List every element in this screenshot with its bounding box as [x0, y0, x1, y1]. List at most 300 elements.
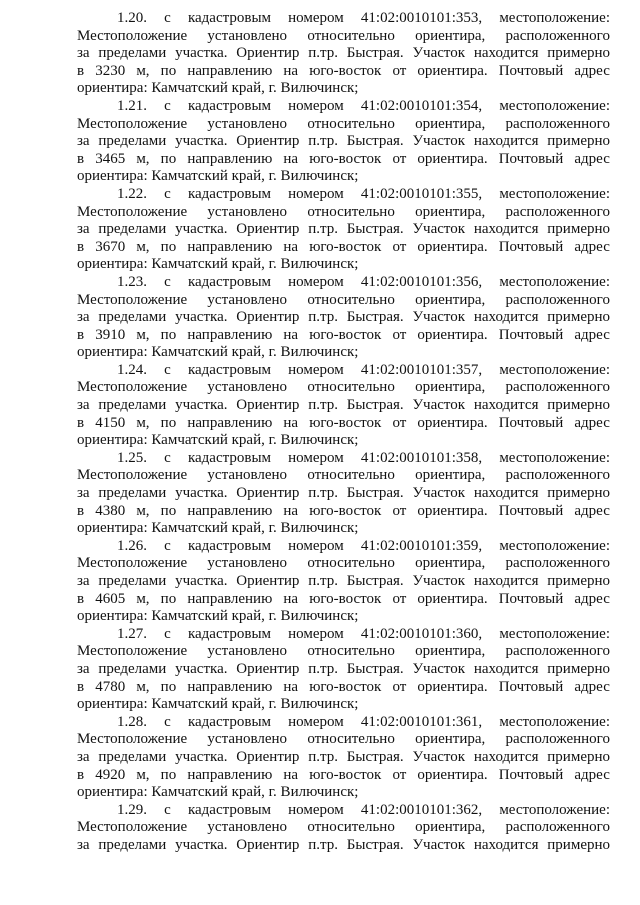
word: находится: [473, 660, 539, 677]
word: м,: [136, 502, 150, 519]
word: расположенного: [505, 291, 610, 308]
paragraph-line: [77, 116, 610, 134]
paragraph-line: ориентира: Камчатский край, г. Вилючинск;: [77, 256, 359, 273]
word: с: [164, 537, 171, 554]
word: Почтовый: [498, 238, 564, 255]
word: ориентира,: [415, 643, 486, 660]
word: установлено: [207, 27, 288, 44]
word: Участок: [412, 133, 466, 150]
word: с: [164, 449, 171, 466]
word: за: [77, 221, 90, 238]
word: кадастровым: [187, 273, 272, 290]
word: установлено: [207, 379, 288, 396]
paragraph-line: [77, 415, 610, 433]
word: направлению: [187, 62, 273, 79]
paragraph-line: [77, 485, 610, 503]
word: Ориентир: [236, 221, 300, 238]
word: участка.: [175, 836, 228, 853]
word: по: [160, 326, 177, 343]
word: п.тр.: [308, 309, 338, 326]
word: расположенного: [505, 643, 610, 660]
word: юго-восток: [309, 326, 382, 343]
word: пределами: [98, 573, 167, 589]
word: 41:02:0010101:356,: [360, 273, 483, 290]
word: адрес: [574, 678, 610, 695]
word: Ориентир: [236, 309, 300, 326]
word: Местоположение: [77, 27, 188, 44]
paragraph-line: [77, 679, 610, 697]
word: 41:02:0010101:362,: [360, 801, 483, 818]
word: ориентира.: [417, 150, 488, 167]
paragraph: [77, 10, 610, 98]
word: от: [392, 414, 407, 431]
word: Местоположение: [77, 555, 188, 572]
paragraph-line: [77, 63, 610, 81]
word: юго-восток: [309, 150, 382, 167]
word: установлено: [207, 819, 288, 836]
paragraph-first-line: [77, 10, 610, 28]
word: находится: [473, 45, 539, 62]
word: Быстрая.: [346, 221, 404, 238]
word: Ориентир: [236, 573, 300, 589]
word: пределами: [98, 485, 167, 502]
word: относительно: [307, 819, 395, 836]
word: м,: [136, 238, 150, 255]
word: в: [77, 590, 85, 607]
paragraph-line: [77, 555, 610, 573]
word: кадастровым: [187, 449, 272, 466]
word: пределами: [98, 660, 167, 677]
word: установлено: [207, 291, 288, 308]
word: адрес: [574, 238, 610, 255]
word: примерно: [547, 748, 610, 765]
word: пределами: [98, 45, 167, 62]
word: ориентира,: [415, 291, 486, 308]
word: адрес: [574, 414, 610, 431]
paragraph-first-line: [77, 274, 610, 292]
word: направлению: [187, 238, 273, 255]
word: Быстрая.: [346, 309, 404, 326]
word: по: [160, 502, 177, 519]
word: Почтовый: [498, 502, 564, 519]
word: ориентира.: [417, 678, 488, 695]
word: относительно: [307, 115, 395, 132]
word: 4920: [95, 766, 126, 783]
word: Почтовый: [498, 62, 564, 79]
word: на: [283, 150, 299, 167]
word: кадастровым: [187, 625, 272, 642]
word: с: [164, 713, 171, 730]
word: участка.: [175, 309, 228, 326]
word: в: [77, 678, 85, 695]
word: направлению: [187, 766, 273, 783]
word: Местоположение: [77, 203, 188, 220]
word: по: [160, 238, 177, 255]
word: на: [283, 414, 299, 431]
word: за: [77, 45, 90, 62]
word: 41:02:0010101:353,: [360, 10, 483, 26]
word: Участок: [412, 45, 466, 62]
word: Быстрая.: [346, 660, 404, 677]
word: 1.20.: [117, 10, 147, 26]
word: Быстрая.: [346, 133, 404, 150]
word: номером: [288, 801, 344, 818]
paragraph-first-line: [77, 186, 610, 204]
word: п.тр.: [308, 660, 338, 677]
word: участка.: [175, 660, 228, 677]
word: расположенного: [505, 731, 610, 748]
paragraph-line: [77, 591, 610, 609]
paragraph: [77, 274, 610, 362]
paragraph-line: [77, 397, 610, 415]
word: за: [77, 660, 90, 677]
word: Участок: [412, 748, 466, 765]
word: адрес: [574, 62, 610, 79]
word: в: [77, 502, 85, 519]
paragraph-line: [77, 45, 610, 63]
word: ориентира,: [415, 379, 486, 396]
paragraph: [77, 714, 610, 802]
word: Почтовый: [498, 590, 564, 607]
word: м,: [136, 766, 150, 783]
paragraph-line: [77, 379, 610, 397]
paragraph-line: [77, 661, 610, 679]
word: п.тр.: [308, 133, 338, 150]
word: 4605: [95, 590, 126, 607]
word: адрес: [574, 590, 610, 607]
word: м,: [136, 326, 150, 343]
word: Участок: [412, 397, 466, 414]
word: примерно: [547, 221, 610, 238]
paragraph-line: ориентира: Камчатский край, г. Вилючинск;: [77, 520, 359, 537]
word: Ориентир: [236, 836, 300, 853]
word: 41:02:0010101:361,: [360, 713, 483, 730]
word: ориентира,: [415, 115, 486, 132]
paragraph-line: [77, 221, 610, 239]
word: 1.29.: [117, 801, 147, 818]
word: в: [77, 766, 85, 783]
word: направлению: [187, 590, 273, 607]
word: номером: [288, 625, 344, 642]
paragraph-line: [77, 309, 610, 327]
word: относительно: [307, 555, 395, 572]
word: юго-восток: [309, 62, 382, 79]
word: номером: [288, 10, 344, 26]
word: относительно: [307, 467, 395, 484]
word: примерно: [547, 45, 610, 62]
word: на: [283, 678, 299, 695]
paragraph-line: ориентира: Камчатский край, г. Вилючинск;: [77, 696, 359, 713]
word: с: [164, 801, 171, 818]
word: по: [160, 590, 177, 607]
word: кадастровым: [187, 713, 272, 730]
word: в: [77, 414, 85, 431]
word: номером: [288, 273, 344, 290]
word: относительно: [307, 379, 395, 396]
paragraph-line: [77, 503, 610, 521]
word: 41:02:0010101:359,: [360, 537, 483, 554]
word: на: [283, 502, 299, 519]
word: участка.: [175, 485, 228, 502]
word: Участок: [412, 309, 466, 326]
word: адрес: [574, 502, 610, 519]
word: Почтовый: [498, 326, 564, 343]
word: участка.: [175, 397, 228, 414]
word: установлено: [207, 643, 288, 660]
word: Почтовый: [498, 678, 564, 695]
word: местоположение:: [499, 625, 610, 642]
word: на: [283, 766, 299, 783]
paragraph-line: [77, 467, 610, 485]
word: Местоположение: [77, 115, 188, 132]
word: местоположение:: [499, 713, 610, 730]
word: находится: [473, 133, 539, 150]
word: относительно: [307, 731, 395, 748]
word: установлено: [207, 115, 288, 132]
paragraph-line: [77, 28, 610, 46]
word: примерно: [547, 485, 610, 502]
word: за: [77, 133, 90, 150]
paragraph: [77, 98, 610, 186]
paragraph: [77, 450, 610, 538]
word: направлению: [187, 326, 273, 343]
word: за: [77, 573, 90, 589]
word: 1.23.: [117, 273, 147, 290]
word: находится: [473, 397, 539, 414]
word: от: [392, 238, 407, 255]
word: 1.25.: [117, 449, 147, 466]
word: 1.22.: [117, 185, 147, 202]
word: по: [160, 414, 177, 431]
paragraph: [77, 186, 610, 274]
word: м,: [136, 62, 150, 79]
word: от: [392, 326, 407, 343]
paragraph-line: [77, 133, 610, 151]
paragraph-first-line: [77, 538, 610, 556]
word: юго-восток: [309, 766, 382, 783]
word: примерно: [547, 660, 610, 677]
word: Местоположение: [77, 731, 188, 748]
word: 1.27.: [117, 625, 147, 642]
word: м,: [136, 590, 150, 607]
word: ориентира,: [415, 555, 486, 572]
word: на: [283, 326, 299, 343]
word: ориентира.: [417, 590, 488, 607]
word: с: [164, 97, 171, 114]
word: номером: [288, 97, 344, 114]
paragraph-line: [77, 239, 610, 257]
word: номером: [288, 185, 344, 202]
word: установлено: [207, 467, 288, 484]
word: местоположение:: [499, 801, 610, 818]
word: 41:02:0010101:354,: [360, 97, 483, 114]
word: 41:02:0010101:357,: [360, 361, 483, 378]
word: ориентира,: [415, 203, 486, 220]
paragraph-line: ориентира: Камчатский край, г. Вилючинск;: [77, 784, 359, 801]
word: п.тр.: [308, 221, 338, 238]
word: юго-восток: [309, 414, 382, 431]
word: с: [164, 625, 171, 642]
word: от: [392, 502, 407, 519]
word: пределами: [98, 836, 167, 853]
word: ориентира.: [417, 326, 488, 343]
word: Быстрая.: [346, 748, 404, 765]
word: адрес: [574, 326, 610, 343]
paragraph: [77, 538, 610, 626]
word: пределами: [98, 309, 167, 326]
word: Быстрая.: [346, 485, 404, 502]
paragraph-line: ориентира: Камчатский край, г. Вилючинск;: [77, 80, 359, 97]
word: в: [77, 326, 85, 343]
word: относительно: [307, 203, 395, 220]
word: Участок: [412, 660, 466, 677]
word: юго-восток: [309, 502, 382, 519]
word: по: [160, 766, 177, 783]
word: 4150: [95, 414, 126, 431]
word: юго-восток: [309, 238, 382, 255]
word: п.тр.: [308, 836, 338, 853]
word: направлению: [187, 150, 273, 167]
word: от: [392, 590, 407, 607]
word: относительно: [307, 291, 395, 308]
word: номером: [288, 537, 344, 554]
word: 1.21.: [117, 97, 147, 114]
word: на: [283, 238, 299, 255]
word: 3465: [95, 150, 126, 167]
word: номером: [288, 449, 344, 466]
word: Ориентир: [236, 748, 300, 765]
word: за: [77, 309, 90, 326]
word: расположенного: [505, 115, 610, 132]
paragraph-line: [77, 767, 610, 785]
word: расположенного: [505, 555, 610, 572]
word: примерно: [547, 309, 610, 326]
word: ориентира.: [417, 62, 488, 79]
word: п.тр.: [308, 485, 338, 502]
word: Быстрая.: [346, 836, 404, 853]
word: 1.26.: [117, 537, 147, 554]
word: Ориентир: [236, 133, 300, 150]
word: направлению: [187, 414, 273, 431]
word: 4780: [95, 678, 126, 695]
word: по: [160, 678, 177, 695]
word: Местоположение: [77, 291, 188, 308]
paragraph-line: [77, 731, 610, 749]
word: Местоположение: [77, 643, 188, 660]
word: номером: [288, 713, 344, 730]
word: 3910: [95, 326, 126, 343]
word: Почтовый: [498, 414, 564, 431]
word: за: [77, 748, 90, 765]
word: ориентира.: [417, 766, 488, 783]
paragraph-first-line: [77, 714, 610, 732]
word: пределами: [98, 397, 167, 414]
word: Местоположение: [77, 379, 188, 396]
word: участка.: [175, 573, 228, 589]
paragraph-line: [77, 292, 610, 310]
word: ориентира,: [415, 27, 486, 44]
word: Местоположение: [77, 819, 188, 836]
word: ориентира.: [417, 414, 488, 431]
word: установлено: [207, 555, 288, 572]
word: п.тр.: [308, 397, 338, 414]
word: относительно: [307, 643, 395, 660]
word: местоположение:: [499, 273, 610, 290]
word: в: [77, 150, 85, 167]
word: Почтовый: [498, 766, 564, 783]
word: участка.: [175, 748, 228, 765]
word: расположенного: [505, 203, 610, 220]
word: в: [77, 62, 85, 79]
word: Участок: [412, 485, 466, 502]
word: Быстрая.: [346, 397, 404, 414]
word: от: [392, 678, 407, 695]
word: номером: [288, 361, 344, 378]
word: адрес: [574, 766, 610, 783]
word: 41:02:0010101:358,: [360, 449, 483, 466]
word: 1.28.: [117, 713, 147, 730]
word: по: [160, 62, 177, 79]
word: кадастровым: [187, 97, 272, 114]
word: 3670: [95, 238, 126, 255]
word: на: [283, 62, 299, 79]
paragraph-first-line: [77, 802, 610, 820]
word: участка.: [175, 133, 228, 150]
word: примерно: [547, 573, 610, 589]
word: расположенного: [505, 379, 610, 396]
paragraph: [77, 362, 610, 450]
paragraph-line: [77, 327, 610, 345]
word: 1.24.: [117, 361, 147, 378]
word: м,: [136, 150, 150, 167]
word: с: [164, 361, 171, 378]
paragraph-first-line: [77, 626, 610, 644]
paragraph: [77, 626, 610, 714]
paragraph-first-line: [77, 98, 610, 116]
paragraph-first-line: [77, 362, 610, 380]
word: за: [77, 397, 90, 414]
word: расположенного: [505, 27, 610, 44]
word: в: [77, 238, 85, 255]
word: п.тр.: [308, 573, 338, 589]
word: ориентира.: [417, 238, 488, 255]
word: кадастровым: [187, 537, 272, 554]
word: Ориентир: [236, 485, 300, 502]
word: Ориентир: [236, 660, 300, 677]
word: пределами: [98, 133, 167, 150]
word: кадастровым: [187, 361, 272, 378]
word: по: [160, 150, 177, 167]
word: местоположение:: [499, 537, 610, 554]
word: находится: [473, 309, 539, 326]
word: на: [283, 590, 299, 607]
paragraph-line: ориентира: Камчатский край, г. Вилючинск;: [77, 344, 359, 361]
word: Быстрая.: [346, 45, 404, 62]
word: находится: [473, 221, 539, 238]
word: местоположение:: [499, 10, 610, 26]
word: Ориентир: [236, 397, 300, 414]
word: расположенного: [505, 819, 610, 836]
paragraph-line: [77, 819, 610, 837]
paragraph-line: [77, 204, 610, 222]
document-body: [77, 10, 610, 855]
word: за: [77, 836, 90, 853]
word: с: [164, 10, 171, 26]
word: находится: [473, 485, 539, 502]
word: примерно: [547, 397, 610, 414]
word: адрес: [574, 150, 610, 167]
paragraph-line: [77, 749, 610, 767]
